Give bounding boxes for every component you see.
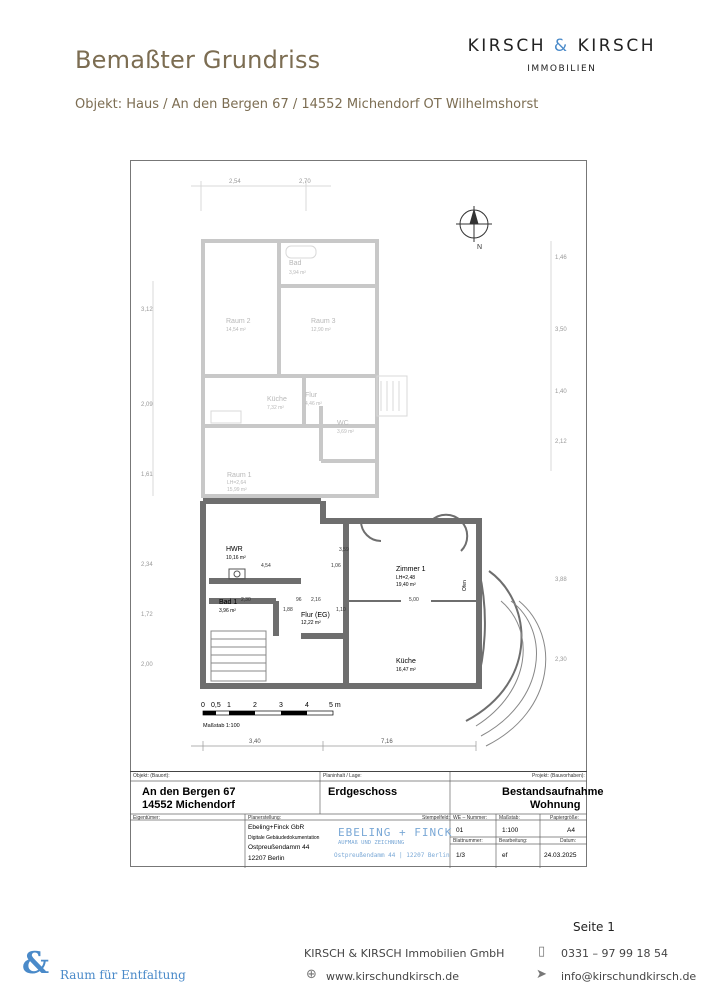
terrace-steps — [476, 601, 546, 746]
dim-left-4: 2,34 — [141, 562, 153, 568]
dim-left-5: 1,72 — [141, 612, 153, 618]
stamp-line2: AUFMAß UND ZEICHNUNG — [338, 840, 405, 846]
dim-right-5: 3,88 — [555, 577, 567, 583]
tb-mass-label: Maßstab: — [499, 815, 520, 821]
tb-planer-line4: 12207 Berlin — [248, 855, 285, 862]
dim-right-1: 1,46 — [555, 255, 567, 261]
room-flur-area: 12,22 m² — [301, 620, 321, 626]
tb-stempel-label: Stempelfeld: — [422, 815, 450, 821]
room-zimmer-lh: LH=2,48 — [396, 575, 416, 581]
scale-label-05: 0,5 — [211, 702, 221, 709]
tb-objekt-label: Objekt: (Bauort): — [133, 773, 170, 779]
tb-owner-label: Eigentümer: — [133, 815, 160, 821]
dim-left-6: 2,00 — [141, 662, 153, 668]
tb-blatt-value: 1/3 — [456, 852, 466, 859]
dim-top-2: 2,70 — [299, 179, 311, 185]
upper-hall-area: 4,46 m² — [305, 401, 322, 407]
upper-kitchen-name: Küche — [267, 396, 287, 403]
tb-we-label: WE – Nummer: — [453, 815, 488, 821]
object-address-line: Objekt: Haus / An den Bergen 67 / 14552 Michendorf OT Wilhelmshorst — [75, 97, 539, 112]
upper-room-2-name: Raum 2 — [226, 318, 251, 325]
room-bad-name: Bad 1 — [219, 599, 238, 606]
kitchen-sink-icon — [229, 569, 245, 579]
dim-top-1: 2,54 — [229, 179, 241, 185]
send-icon: ➤ — [536, 967, 547, 982]
upper-wc-area: 3,69 m² — [337, 429, 354, 435]
upper-kitchen-area: 7,32 m² — [267, 405, 284, 411]
upper-hall-name: Flur — [305, 392, 318, 399]
room-hwr-name: HWR — [226, 546, 243, 553]
brand-logo — [468, 36, 656, 74]
dim-inner-4: 2,16 — [311, 597, 321, 603]
stove-label: Ofen — [462, 580, 468, 591]
dim-right-2: 3,50 — [555, 327, 567, 333]
tb-planer-line1: Ebeling+Finck GbR — [248, 824, 305, 831]
upper-room-3-name: Raum 3 — [311, 318, 336, 325]
dim-left-3: 1,61 — [141, 472, 153, 478]
dim-right-3: 1,40 — [555, 389, 567, 395]
tb-planer-label: Planerstellung: — [248, 815, 282, 821]
phone-icon: ▯ — [538, 944, 546, 959]
upper-room-bad-area: 3,94 m² — [289, 270, 306, 276]
page-number: Seite 1 — [573, 920, 615, 934]
tb-we-value: 01 — [456, 827, 464, 834]
tb-project-line1: Bestandsaufnahme — [502, 786, 604, 798]
brand-name — [468, 36, 656, 56]
north-arrow-icon — [456, 206, 492, 242]
stamp-line1: EBELING + FINCK — [338, 826, 453, 839]
dim-inner-1: 4,54 — [261, 563, 271, 569]
tb-blatt-label: Blattnummer: — [453, 838, 483, 844]
scale-caption: Maßstab 1:100 — [203, 723, 240, 729]
dim-left-2: 2,09 — [141, 402, 153, 408]
dim-bottom-2: 7,16 — [381, 739, 393, 745]
north-label: N — [477, 244, 483, 251]
room-zimmer-name: Zimmer 1 — [396, 566, 426, 573]
tb-plan-label: Planinhalt / Lage: — [323, 773, 362, 779]
tb-datum-value: 24.03.2025 — [544, 852, 577, 859]
scale-label-1: 1 — [227, 702, 231, 709]
page-title: Bemaßter Grundriss — [75, 46, 321, 74]
room-bad-area: 3,96 m² — [219, 608, 236, 614]
dim-bottom-1: 3,40 — [249, 739, 261, 745]
footer-phone-link[interactable]: 0331 – 97 99 18 54 — [561, 947, 668, 960]
upper-wc-name: WC — [337, 420, 349, 427]
dim-inner-3: 2,30 — [241, 597, 251, 603]
footer-logo-ampersand: & — [22, 946, 50, 981]
footer-email-link[interactable]: info@kirschundkirsch.de — [561, 970, 697, 983]
scale-label-4: 4 — [305, 702, 309, 709]
tb-bearb-label: Bearbeitung: — [499, 838, 528, 844]
dim-inner-6: 3,59 — [339, 547, 349, 553]
tb-project-line2: Wohnung — [530, 799, 581, 811]
floor-plan-drawing — [131, 161, 586, 866]
dim-inner-7: 1,88 — [283, 607, 293, 613]
scale-label-5m: 5 m — [329, 702, 341, 709]
floor-plan-frame — [130, 160, 587, 867]
room-flur-name: Flur (EG) — [301, 612, 330, 619]
scale-label-0: 0 — [201, 702, 205, 709]
dim-inner-2: 1,06 — [331, 563, 341, 569]
tb-address-line2: 14552 Michendorf — [142, 799, 235, 811]
scale-label-3: 3 — [279, 702, 283, 709]
brand-ampersand: & — [553, 36, 570, 56]
tb-projekt-label: Projekt: (Bauvorhaben): — [532, 773, 585, 779]
dim-right-4: 2,12 — [555, 439, 567, 445]
dim-inner-5: 5,00 — [409, 597, 419, 603]
footer-slogan: Raum für Entfaltung — [60, 968, 186, 982]
dim-inner-8: 1,10 — [336, 607, 346, 613]
scale-bar — [203, 711, 333, 715]
upper-room-2-area: 14,54 m² — [226, 327, 246, 333]
upper-room-bad-name: Bad — [289, 260, 302, 267]
tb-papier-value: A4 — [567, 827, 575, 834]
brand-subtitle: IMMOBILIEN — [527, 64, 597, 74]
tb-bearb-value: ef — [502, 852, 508, 859]
upper-room-1-name: Raum 1 — [227, 472, 252, 479]
room-kueche-area: 16,47 m² — [396, 667, 416, 673]
room-kueche-name: Küche — [396, 658, 416, 665]
globe-icon: ⊕ — [306, 967, 317, 982]
tb-datum-label: Datum: — [560, 838, 577, 844]
tb-floor: Erdgeschoss — [328, 786, 398, 798]
tb-address-line1: An den Bergen 67 — [142, 786, 236, 798]
room-zimmer-area: 19,40 m² — [396, 582, 416, 588]
footer-website-link[interactable]: www.kirschundkirsch.de — [326, 970, 460, 983]
tb-mass-value: 1:100 — [502, 827, 519, 834]
tb-papier-label: Papiergröße: — [550, 815, 579, 821]
upper-room-1-lh: LH=2,64 — [227, 480, 247, 486]
upper-floor-faded — [203, 241, 377, 496]
dim-left-1: 3,12 — [141, 307, 153, 313]
brand-name-left: KIRSCH — [467, 36, 546, 56]
tb-planer-line3: Ostpreußendamm 44 — [248, 844, 310, 851]
stamp-line3: Ostpreußendamm 44 | 12207 Berlin — [334, 852, 450, 859]
upper-room-3-area: 12,90 m² — [311, 327, 331, 333]
tb-planer-line2: Digitale Gebäudedokumentation — [248, 835, 320, 841]
upper-room-1-area: 15,99 m² — [227, 487, 247, 493]
dim-inner-9: 96 — [296, 597, 302, 603]
scale-label-2: 2 — [253, 702, 257, 709]
staircase — [211, 631, 266, 681]
title-block — [130, 771, 604, 867]
room-hwr-area: 10,16 m² — [226, 555, 246, 561]
ground-floor-walls — [203, 501, 479, 686]
brand-name-right: KIRSCH — [577, 36, 656, 56]
dim-right-6: 2,30 — [555, 657, 567, 663]
footer-company: KIRSCH & KIRSCH Immobilien GmbH — [304, 947, 505, 960]
